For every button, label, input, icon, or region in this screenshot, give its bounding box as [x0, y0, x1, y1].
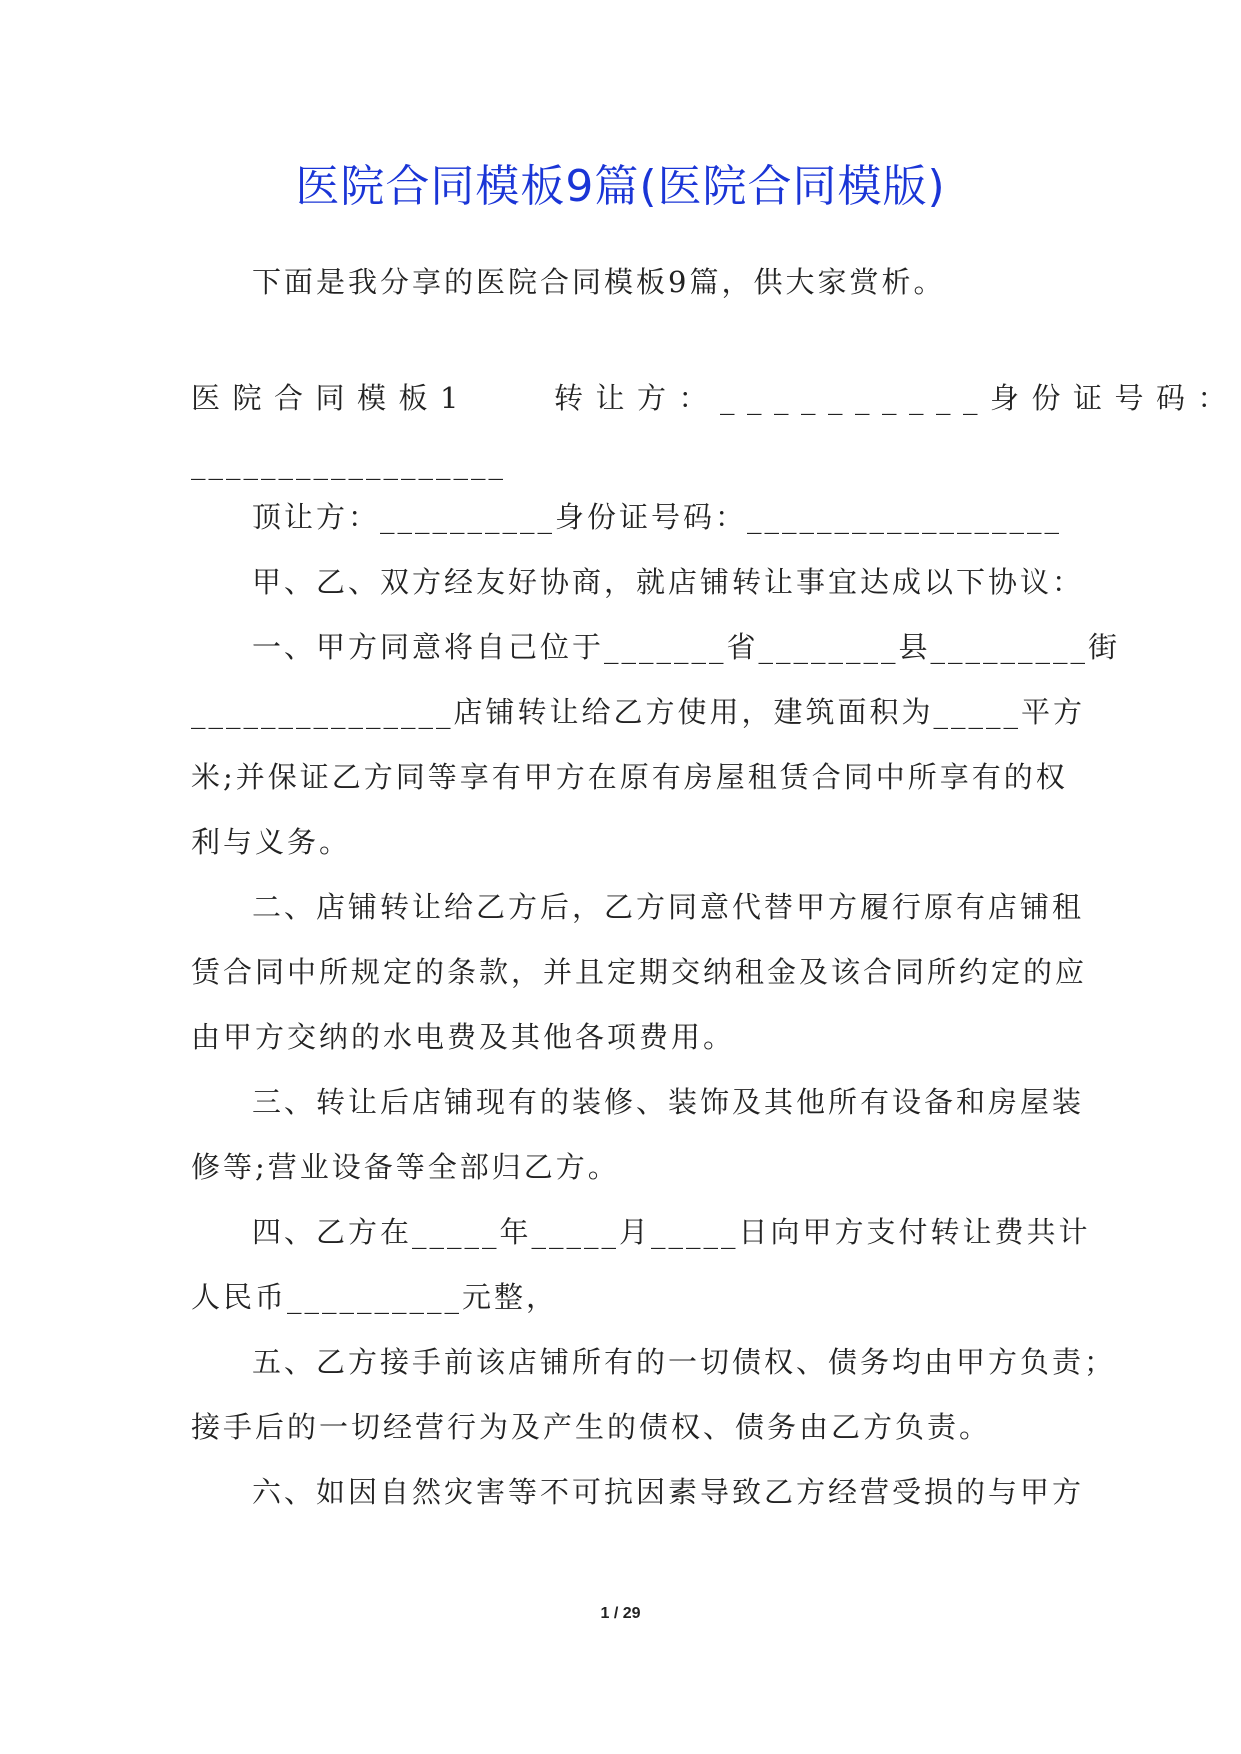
- clause-5-line-2: 接手后的一切经营行为及产生的债权、债务由乙方负责。: [191, 1410, 992, 1444]
- page-number: 1 / 29: [600, 1605, 641, 1622]
- clause-3-line-1: 三、转让后店铺现有的装修、装饰及其他所有设备和房屋装: [252, 1085, 1085, 1119]
- clause-2-line-2: 赁合同中所规定的条款，并且定期交纳租金及该合同所约定的应: [191, 955, 1088, 989]
- clause-6-line-1: 六、如因自然灾害等不可抗因素导致乙方经营受损的与甲方: [252, 1475, 1085, 1509]
- clause-1-line-1: 一、甲方同意将自己位于_______省________县_________街: [252, 630, 1121, 664]
- transferee-line: 顶让方：__________身份证号码：__________________: [252, 500, 1063, 534]
- clause-1-line-2: _______________店铺转让给乙方使用，建筑面积为_____平方: [191, 695, 1086, 729]
- clause-4-line-2: 人民币__________元整，: [191, 1280, 559, 1314]
- document-title: 医院合同模板9篇(医院合同模版): [295, 161, 946, 212]
- agreement-intro-line: 甲、乙、双方经友好协商，就店铺转让事宜达成以下协议：: [252, 565, 1085, 599]
- clause-3-line-2: 修等;营业设备等全部归乙方。: [191, 1150, 620, 1184]
- clause-2-line-1: 二、店铺转让给乙方后，乙方同意代替甲方履行原有店铺租: [252, 890, 1085, 924]
- template-heading-blank: __________________: [191, 446, 506, 480]
- contract-body: [191, 485, 1121, 1525]
- clause-4-line-1: 四、乙方在_____年_____月_____日向甲方支付转让费共计: [252, 1215, 1091, 1249]
- intro-block: [191, 250, 1051, 315]
- clause-1-line-4: 利与义务。: [191, 825, 352, 859]
- intro-paragraph: 下面是我分享的医院合同模板9篇，供大家赏析。: [252, 265, 946, 299]
- clause-2-line-3: 由甲方交纳的水电费及其他各项费用。: [191, 1020, 736, 1054]
- template-heading-block: [191, 366, 1239, 496]
- clause-5-line-1: 五、乙方接手前该店铺所有的一切债权、债务均由甲方负责；: [252, 1345, 1117, 1379]
- clause-1-line-3: 米;并保证乙方同等享有甲方在原有房屋租赁合同中所享有的权: [191, 760, 1068, 794]
- template-heading-line: 医院合同模板1 转让方：__________身份证号码：: [191, 381, 1239, 415]
